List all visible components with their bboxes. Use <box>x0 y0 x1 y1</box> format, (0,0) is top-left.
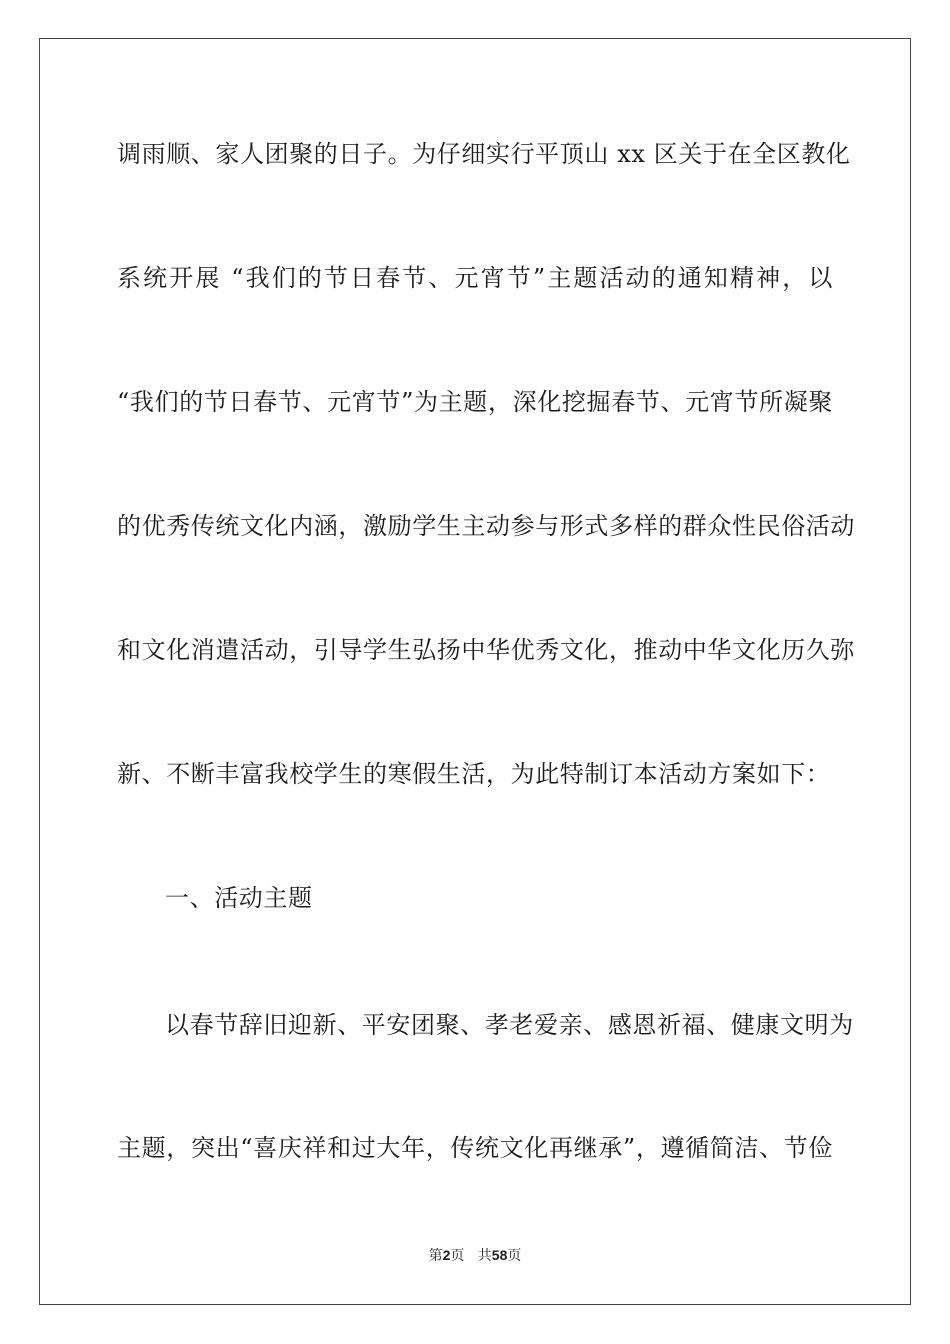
body-line-4: 的优秀传统文化内涵，激励学生主动参与形式多样的群众性民俗活动 <box>117 512 855 540</box>
body-line-2: 系统开展 “我们的节日春节、元宵节”主题活动的通知精神，以 <box>117 264 833 292</box>
body-line-8: 以春节辞旧迎新、平安团聚、孝老爱亲、感恩祈福、健康文明为 <box>165 1011 854 1039</box>
body-line-6: 新、不断丰富我校学生的寒假生活，为此特制订本活动方案如下： <box>117 760 831 788</box>
section-heading: 一、活动主题 <box>165 884 313 912</box>
footer-total-suffix: 页 <box>507 1248 522 1264</box>
page-footer <box>0 1246 950 1265</box>
body-line-3: “我们的节日春节、元宵节”为主题，深化挖掘春节、元宵节所凝聚 <box>117 388 833 416</box>
footer-page-number: 2 <box>442 1247 451 1263</box>
footer-page-prefix: 第 <box>428 1248 443 1264</box>
footer-total-prefix: 共 <box>477 1248 492 1264</box>
body-line-1: 调雨顺、家人团聚的日子。为仔细实行平顶山 xx 区关于在全区教化 <box>117 140 851 168</box>
footer-total-number: 58 <box>491 1247 508 1263</box>
body-line-5: 和文化消遣活动，引导学生弘扬中华优秀文化，推动中华文化历久弥 <box>117 636 855 664</box>
footer-page-suffix: 页 <box>450 1248 465 1264</box>
body-line-9: 主题，突出“喜庆祥和过大年，传统文化再继承”，遵循简洁、节俭 <box>117 1134 833 1162</box>
page-border <box>39 38 911 1305</box>
